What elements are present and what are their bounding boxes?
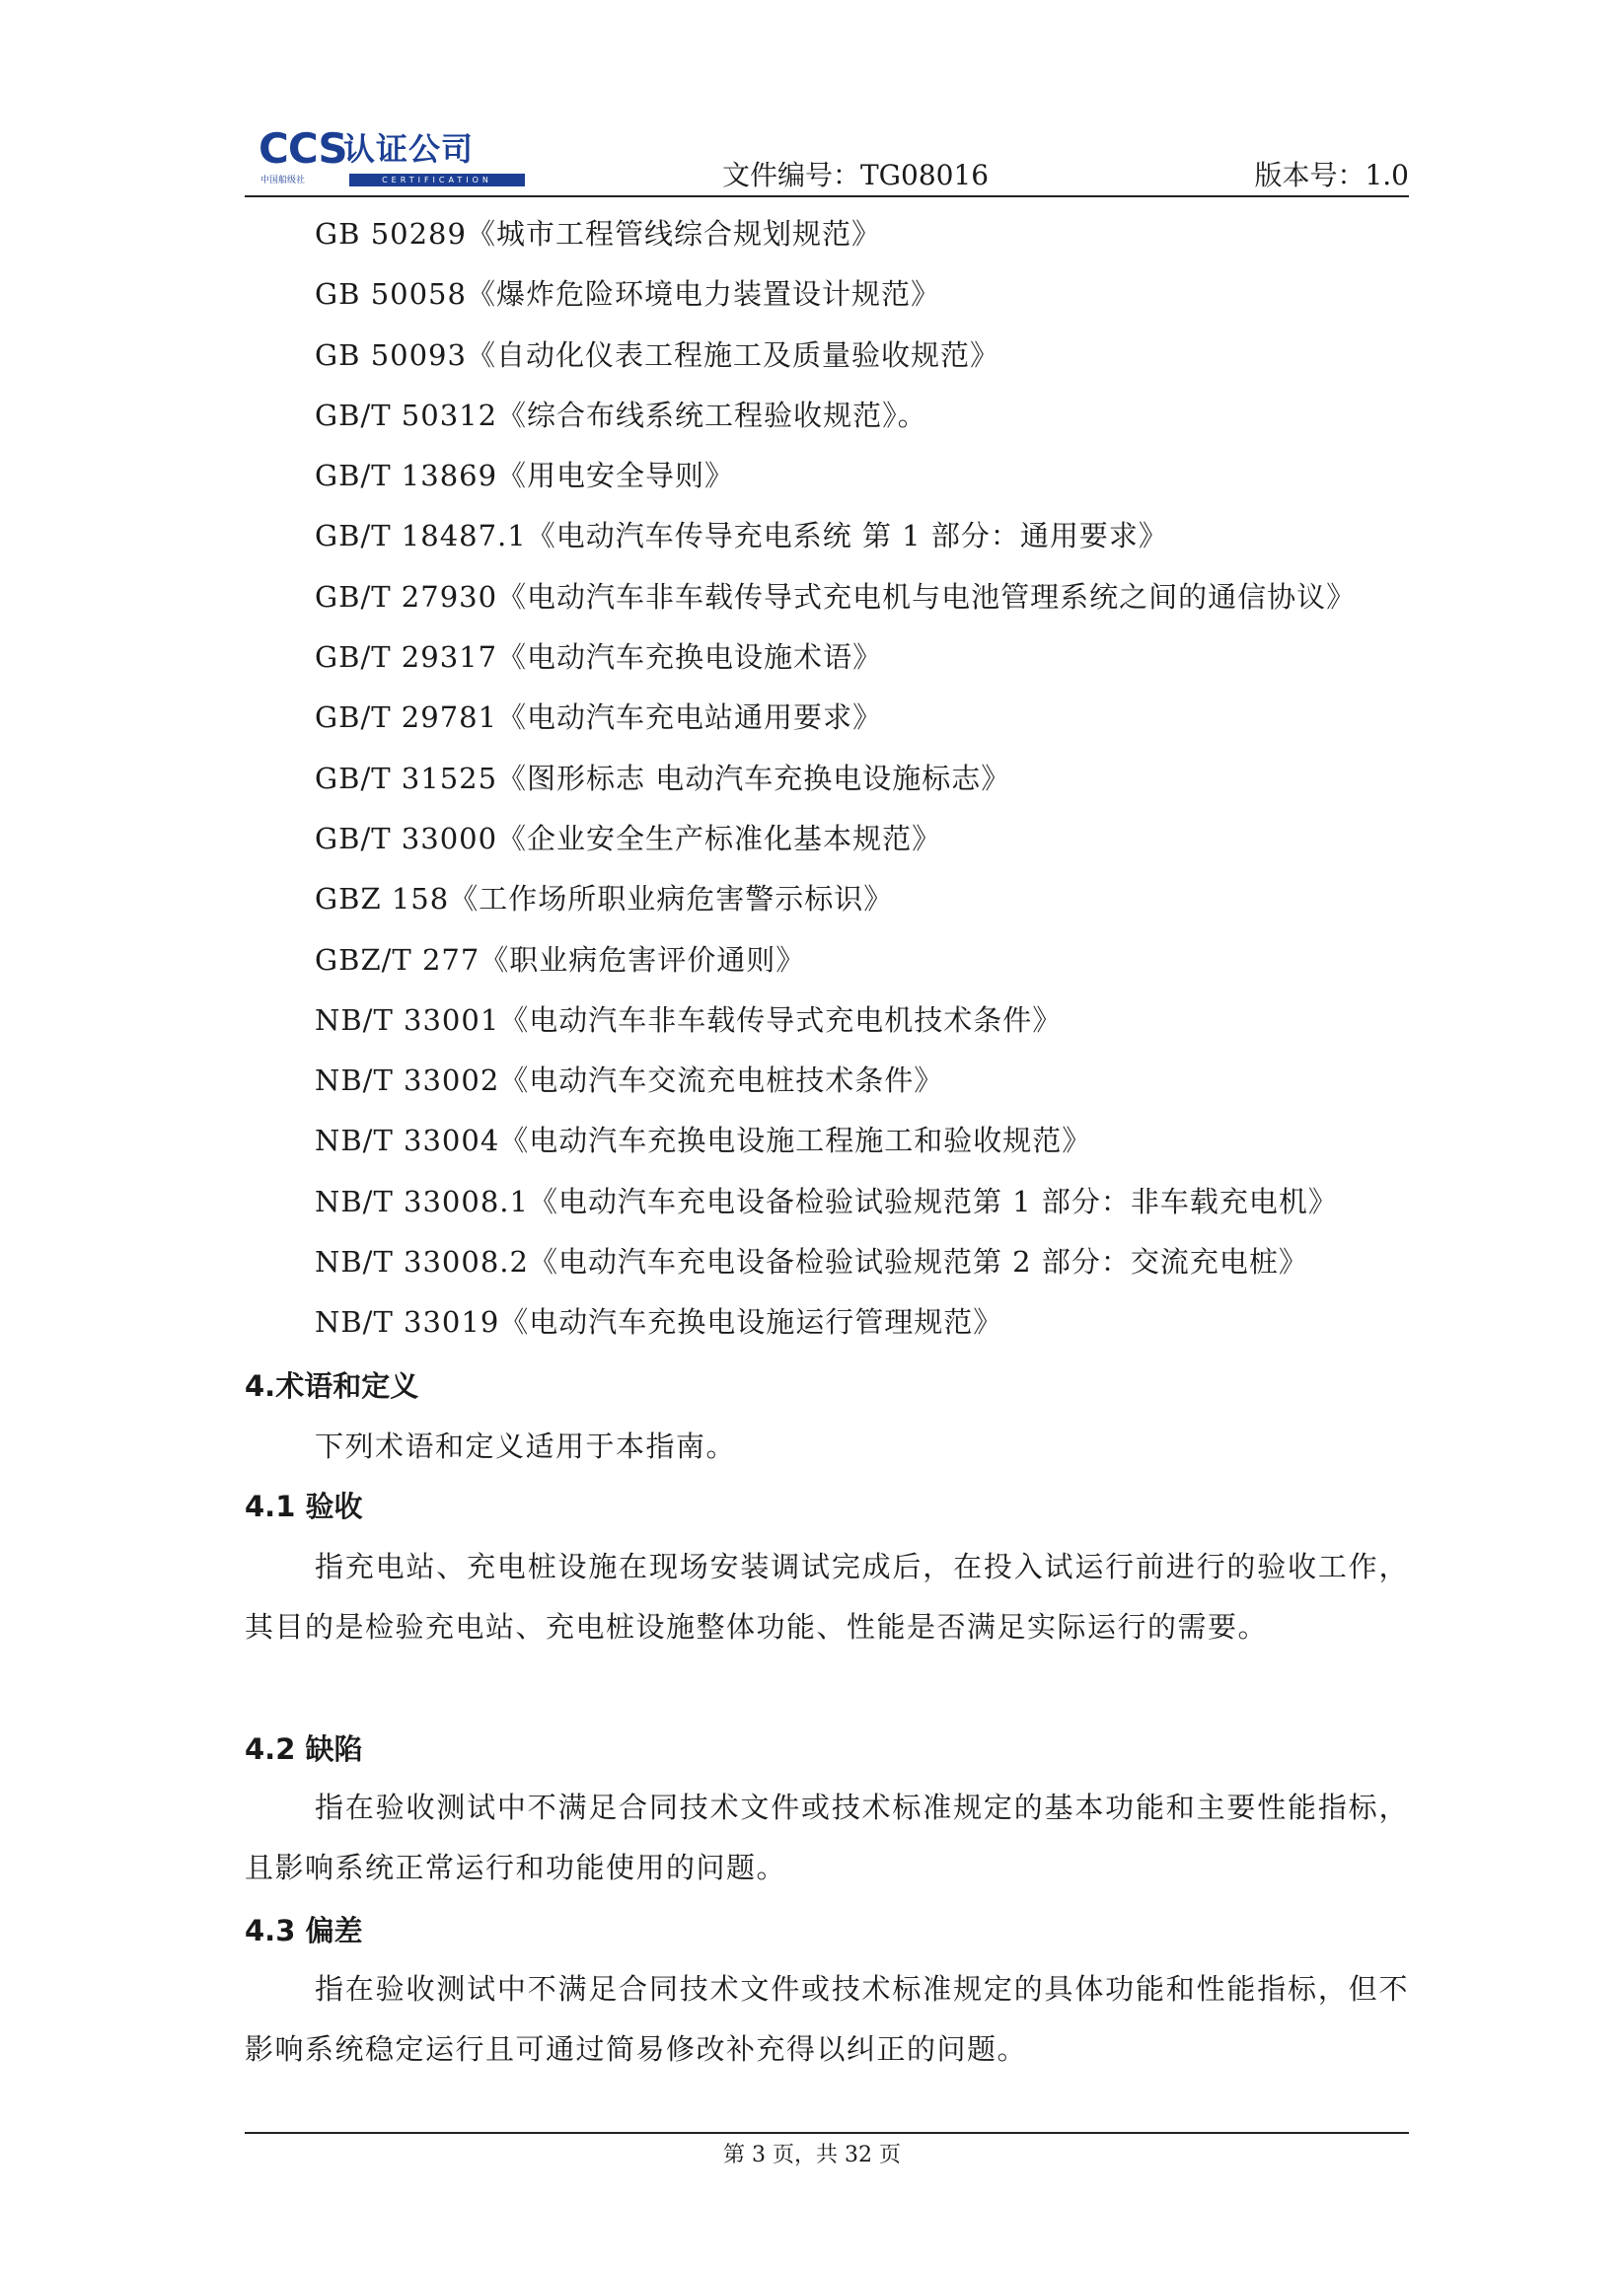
ccs-certification-logo: [258, 126, 535, 195]
paragraph-deviation: 指在验收测试中不满足合同技术文件或技术标准规定的具体功能和性能指标，但不影响系统稳定运行且可通过简易修改补充得以纠正的问题。: [245, 1972, 1409, 2067]
paragraph-defect: 指在验收测试中不满足合同技术文件或技术标准规定的基本功能和主要性能指标，且影响系统正常运行和功能使用的问题。: [245, 1791, 1409, 1885]
standard-item: NB/T 33001《电动汽车非车载传导式充电机技术条件》: [315, 1002, 1063, 1037]
standard-item: NB/T 33008.1《电动汽车充电设备检验试验规范第 1 部分：非车载充电机》: [315, 1184, 1338, 1218]
standard-item: GB/T 33000《企业安全生产标准化基本规范》: [315, 821, 942, 855]
page-number: 第 3 页，共 32 页: [723, 2143, 901, 2167]
standard-item: NB/T 33002《电动汽车交流充电桩技术条件》: [315, 1063, 944, 1098]
standard-item: GB/T 31525《图形标志 电动汽车充换电设施标志》: [315, 761, 1011, 795]
standard-item: GB/T 18487.1《电动汽车传导充电系统 第 1 部分：通用要求》: [315, 519, 1168, 553]
standard-item: GB 50093《自动化仪表工程施工及质量验收规范》: [315, 337, 999, 372]
standard-item: GBZ/T 277《职业病危害评价通则》: [315, 942, 806, 977]
standard-item: GB/T 27930《电动汽车非车载传导式充电机与电池管理系统之间的通信协议》: [315, 579, 1357, 614]
standard-item: GBZ 158《工作场所职业病危害警示标识》: [315, 882, 894, 917]
standard-item: NB/T 33019《电动汽车充换电设施运行管理规范》: [315, 1305, 1003, 1340]
standard-item: GB/T 50312《综合布线系统工程验收规范》。: [315, 398, 927, 432]
logo-subtitle-en: CERTIFICATION: [349, 174, 525, 186]
section-heading-defect: 4.2 缺陷: [245, 1732, 363, 1766]
paragraph-acceptance: 指充电站、充电桩设施在现场安装调试完成后，在投入试运行前进行的验收工作，其目的是检验充电站、充电桩设施整体功能、性能是否满足实际运行的需要。: [245, 1550, 1409, 1645]
section-intro: 下列术语和定义适用于本指南。: [315, 1430, 737, 1463]
document-number: 文件编号：TG08016: [722, 159, 990, 191]
logo-subtitle-cn: 中国船级社: [260, 176, 306, 185]
standard-item: NB/T 33008.2《电动汽车充电设备检验试验规范第 2 部分：交流充电桩》: [315, 1245, 1308, 1280]
standard-item: GB/T 29317《电动汽车充换电设施术语》: [315, 640, 883, 675]
header-divider: [245, 195, 1409, 197]
logo-ccs-text: CCS: [258, 124, 347, 173]
footer-divider: [245, 2132, 1409, 2134]
standard-item: GB 50058《爆炸危险环境电力装置设计规范》: [315, 277, 940, 312]
version-number: 版本号：1.0: [1254, 159, 1409, 191]
standard-item: GB/T 29781《电动汽车充电站通用要求》: [315, 700, 883, 735]
standard-item: NB/T 33004《电动汽车充换电设施工程施工和验收规范》: [315, 1124, 1092, 1158]
page-header: [245, 116, 1409, 199]
standards-list: [315, 213, 1356, 1362]
section-heading-terms: 4.术语和定义: [245, 1369, 419, 1403]
section-heading-acceptance: 4.1 验收: [245, 1490, 363, 1523]
section-heading-deviation: 4.3 偏差: [245, 1914, 363, 1947]
logo-company-name: 认证公司: [343, 130, 475, 168]
standard-item: GB/T 13869《用电安全导则》: [315, 459, 735, 493]
standard-item: GB 50289《城市工程管线综合规划规范》: [315, 217, 881, 251]
